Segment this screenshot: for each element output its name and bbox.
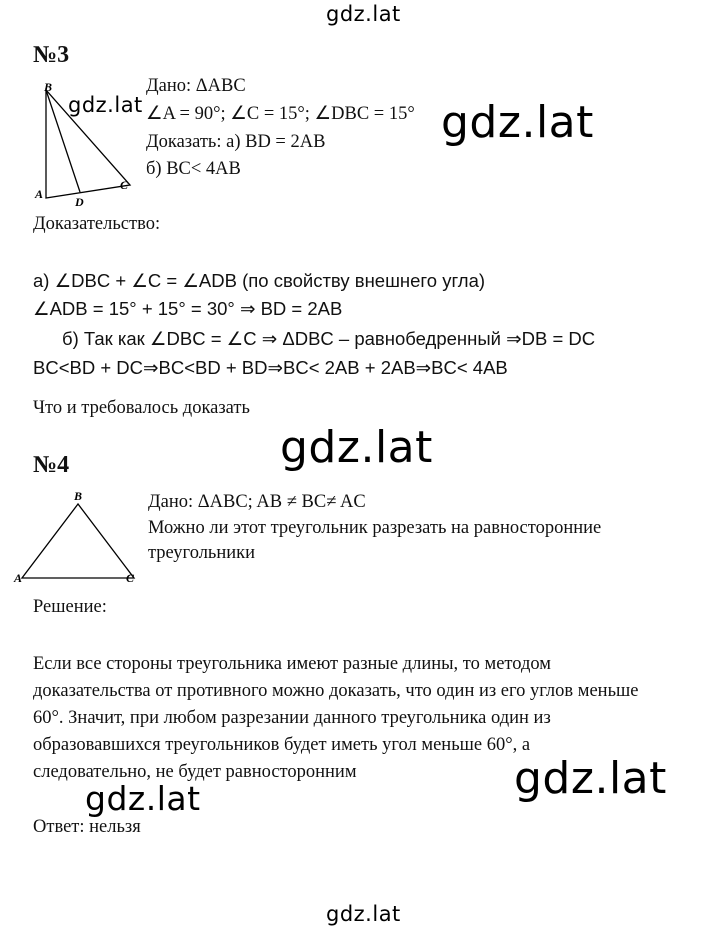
problem-4-given: Дано: ΔABC; AB ≠ BC≠ AC (148, 492, 366, 512)
solution-line-3: 60°. Значит, при любом разрезании данного треугольника один из (33, 708, 551, 728)
watermark-large-3: gdz.lat (514, 753, 667, 804)
label-c: C (126, 571, 135, 585)
given-angles: ∠A = 90°; ∠C = 15°; ∠DBC = 15° (146, 104, 415, 124)
solution-heading: Решение: (33, 597, 107, 617)
proof-line-4: BC<BD + DC⇒BC<BD + BD⇒BC< 2AB + 2AB⇒BC< 4AB (33, 357, 508, 378)
problem-4-question-2: треугольники (148, 543, 256, 563)
prove-b: б) BC< 4AB (146, 159, 241, 179)
watermark-bottom: gdz.lat (326, 902, 401, 926)
problem-4-number: №4 (33, 452, 70, 478)
label-b: B (44, 80, 53, 94)
solution-line-1: Если все стороны треугольника имеют разные длины, то методом (33, 654, 552, 674)
label-d: D (75, 195, 84, 209)
answer: Ответ: нельзя (33, 817, 141, 837)
prove-a: Доказать: а) BD = 2AB (146, 132, 326, 152)
solution-line-4: образовавшихся треугольников будет иметь угол меньше 60°, а (33, 735, 531, 755)
right-triangle-figure (30, 80, 140, 210)
proof-line-2: ∠ADB = 15° + 15° = 30° ⇒ BD = 2AB (33, 298, 343, 319)
label-c: C (120, 178, 129, 192)
proof-heading: Доказательство: (33, 214, 161, 234)
watermark-top: gdz.lat (326, 2, 401, 26)
proof-line-3: б) Так как ∠DBC = ∠C ⇒ ΔDBC – равнобедренный ⇒DB = DC (62, 328, 596, 349)
solution-line-5: следовательно, не будет равносторонним (33, 762, 357, 782)
problem-3-number: №3 (33, 42, 70, 68)
watermark-figure: gdz.lat (68, 93, 143, 117)
proof-line-1: а) ∠DBC + ∠C = ∠ADB (по свойству внешнего угла) (33, 270, 486, 291)
proof-conclusion: Что и требовалось доказать (33, 398, 250, 418)
label-b: B (74, 489, 83, 503)
label-a: A (35, 187, 44, 201)
problem-4-question-1: Можно ли этот треугольник разрезать на равносторонние (148, 518, 602, 538)
segment-bd (46, 90, 80, 192)
given-title: Дано: ΔABC (146, 76, 246, 96)
solution-line-2: доказательства от противного можно доказать, что один из его углов меньше (33, 681, 639, 701)
watermark-large-1: gdz.lat (441, 97, 594, 148)
watermark-medium: gdz.lat (85, 779, 201, 818)
label-a: A (14, 571, 23, 585)
watermark-large-2: gdz.lat (280, 422, 433, 473)
scalene-triangle-figure (10, 488, 140, 588)
